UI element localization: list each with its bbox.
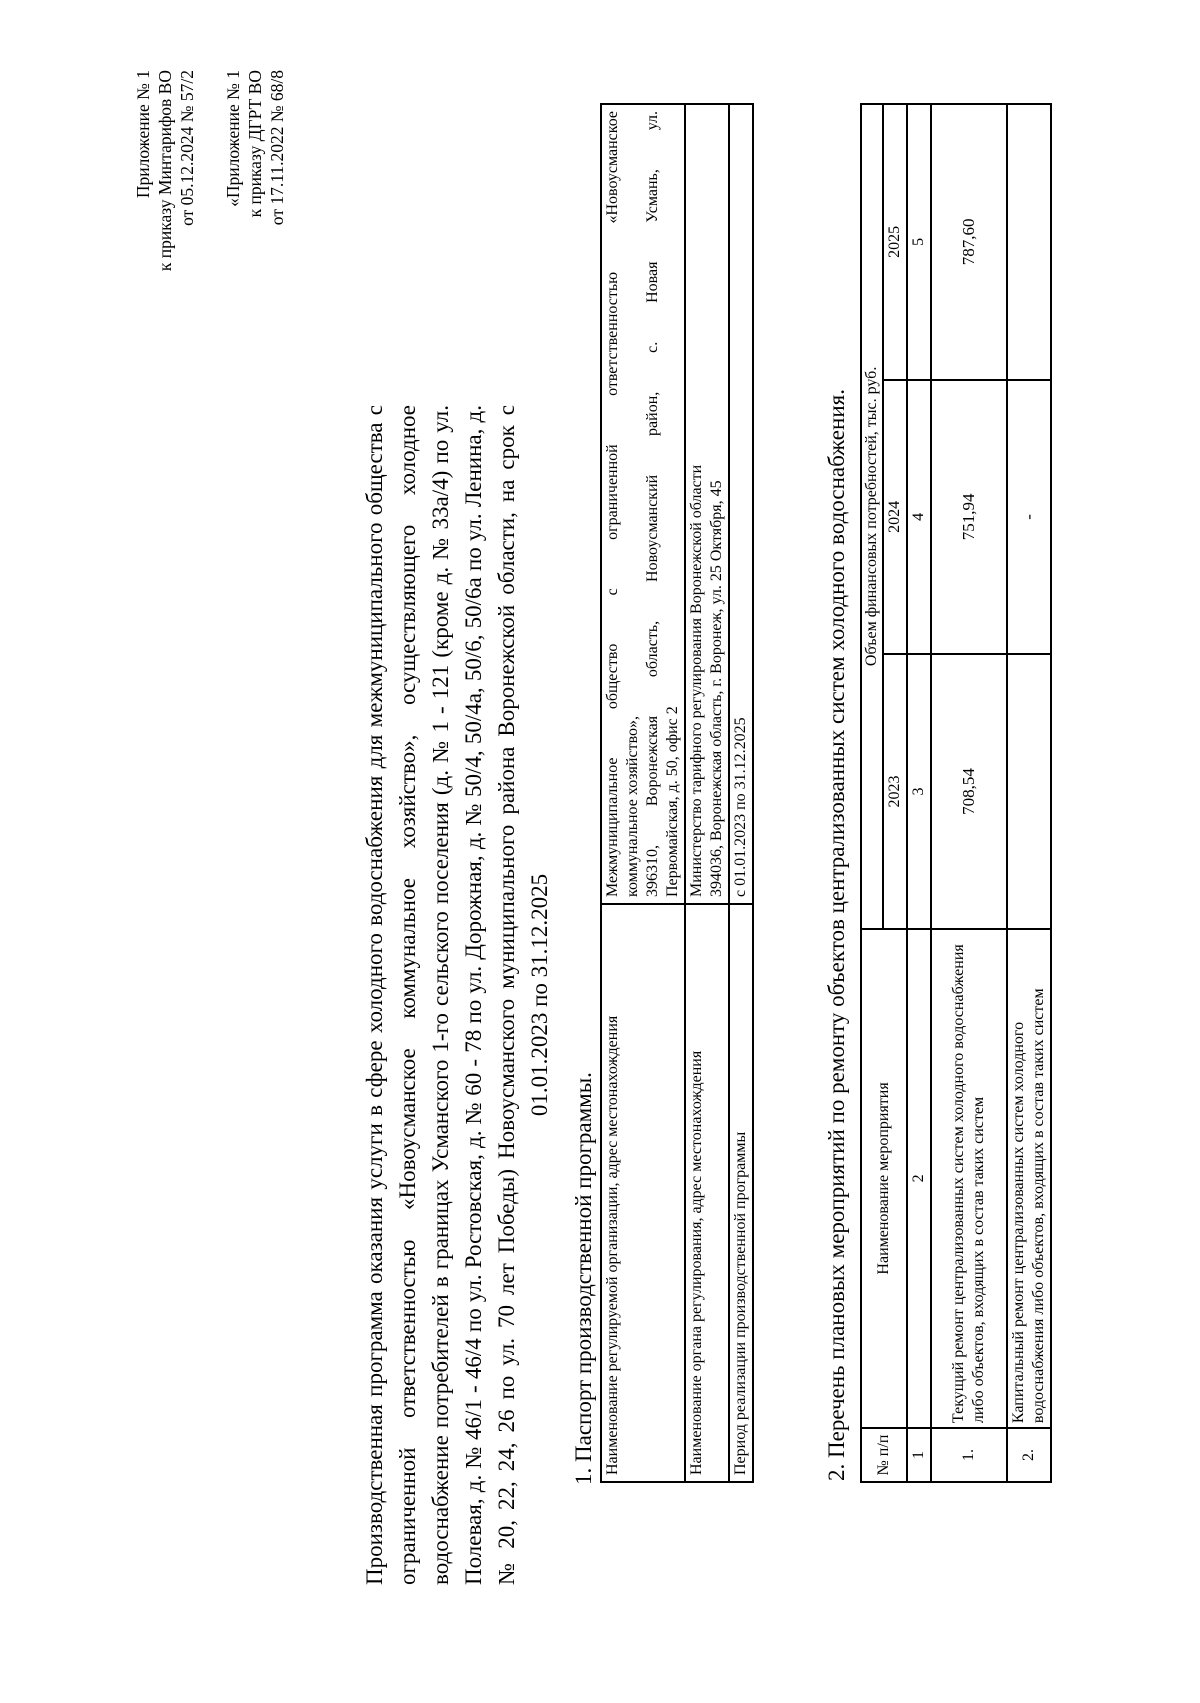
passport-label: Период реализации производственной программы <box>729 904 753 1482</box>
row-name: Текущий ремонт централизованных систем холодного водоснабжения либо объектов, входящих в состав таких систем <box>931 929 1007 1428</box>
value-line: Первомайская, д. 50, офис 2 <box>664 706 681 897</box>
row-value: 708,54 <box>931 654 1007 929</box>
passport-label: Наименование регулируемой организации, адрес местонахождения <box>601 904 685 1482</box>
passport-value <box>729 104 753 904</box>
column-numbers-row <box>907 104 931 1482</box>
table-row <box>1007 104 1051 1482</box>
column-number: 4 <box>907 380 931 655</box>
passport-value <box>601 104 685 904</box>
row-value: 751,94 <box>931 380 1007 655</box>
table-row <box>729 104 753 1482</box>
value-line: коммунальное хозяйство», <box>624 715 641 897</box>
row-value: 787,60 <box>931 104 1007 380</box>
passport-value <box>685 104 729 904</box>
header-name: Наименование мероприятия <box>861 929 907 1428</box>
row-value <box>1007 104 1051 380</box>
table-row <box>931 104 1007 1482</box>
row-name: Капитальный ремонт централизованных систем холодного водоснабжения либо объектов, входящих в состав таких систем <box>1007 929 1051 1428</box>
document-title: Производственная программа оказания услуги в сфере холодного водоснабжения для межмуниципального общества с ограниченной ответственностью «Новоусманское коммунальное хозяйство», осуществляющего холодное водоснабжение потребителей в границах Усманского 1-го сельского поселения (д. № 1 - 121 (кроме д. № 33а/4) по ул. Полевая, д. № 46/1 - 46/4 по ул. Ростовская, д. № 60 - 78 по ул. Дорожная, д. № 50/4, 50/4а, 50/6, 50/6а по ул. Ленина, д. № 20, 22, 24, 26 по ул. 70 лет Победы) Новоусманского муниципального района Воронежской области, на срок с 01.01.2023 по 31.12.2025 <box>362 405 552 1585</box>
column-number: 1 <box>907 1428 931 1482</box>
value-line: Министерство тарифного регулирования Воронежской области <box>688 464 705 897</box>
passport-label: Наименование органа регулирования, адрес местонахождения <box>685 904 729 1482</box>
value-line: 396310, Воронежская область, Новоусманский район, с. Новая Усмань, ул. <box>644 111 661 897</box>
header-year: 2024 <box>883 380 907 655</box>
header-num: № п/п <box>861 1428 907 1482</box>
value-line: 394036, Воронежская область, г. Воронеж, ул. 25 Октября, 45 <box>708 480 725 897</box>
column-number: 2 <box>907 929 931 1428</box>
row-value: - <box>1007 380 1051 655</box>
column-number: 5 <box>907 104 931 380</box>
table-header-row <box>861 104 883 1482</box>
row-num: 2. <box>1007 1428 1051 1482</box>
value-line: Межмуниципальное общество с ограниченной ответственностью «Новоусманское <box>604 111 621 897</box>
header-volume: Объем финансовых потребностей, тыс. руб. <box>861 104 883 929</box>
appendix-note-current <box>132 70 198 271</box>
header-year: 2025 <box>883 104 907 380</box>
appendix-line: от 05.12.2024 № 57/2 <box>177 70 197 226</box>
appendix-line: к приказу ДГРТ ВО <box>245 70 265 218</box>
table-row <box>601 104 685 1482</box>
value-line: с 01.01.2023 по 31.12.2025 <box>732 717 749 897</box>
table-row <box>685 104 729 1482</box>
section-2-title: 2. Перечень плановых мероприятий по ремонту объектов централизованных систем холодного водоснабжения. <box>824 389 849 1481</box>
section-1-title: 1. Паспорт производственной программы. <box>571 1072 596 1485</box>
appendix-line: к приказу Минтарифов ВО <box>155 70 175 272</box>
header-year: 2023 <box>883 654 907 929</box>
row-value <box>1007 654 1051 929</box>
appendix-line: Приложение № 1 <box>133 70 153 199</box>
appendix-line: от 17.11.2022 № 68/8 <box>267 70 287 226</box>
row-num: 1. <box>931 1428 1007 1482</box>
program-passport-table <box>600 103 754 1483</box>
appendix-note-previous <box>222 70 288 225</box>
column-number: 3 <box>907 654 931 929</box>
appendix-line: «Приложение № 1 <box>223 70 243 207</box>
repair-plan-table <box>860 103 1052 1483</box>
